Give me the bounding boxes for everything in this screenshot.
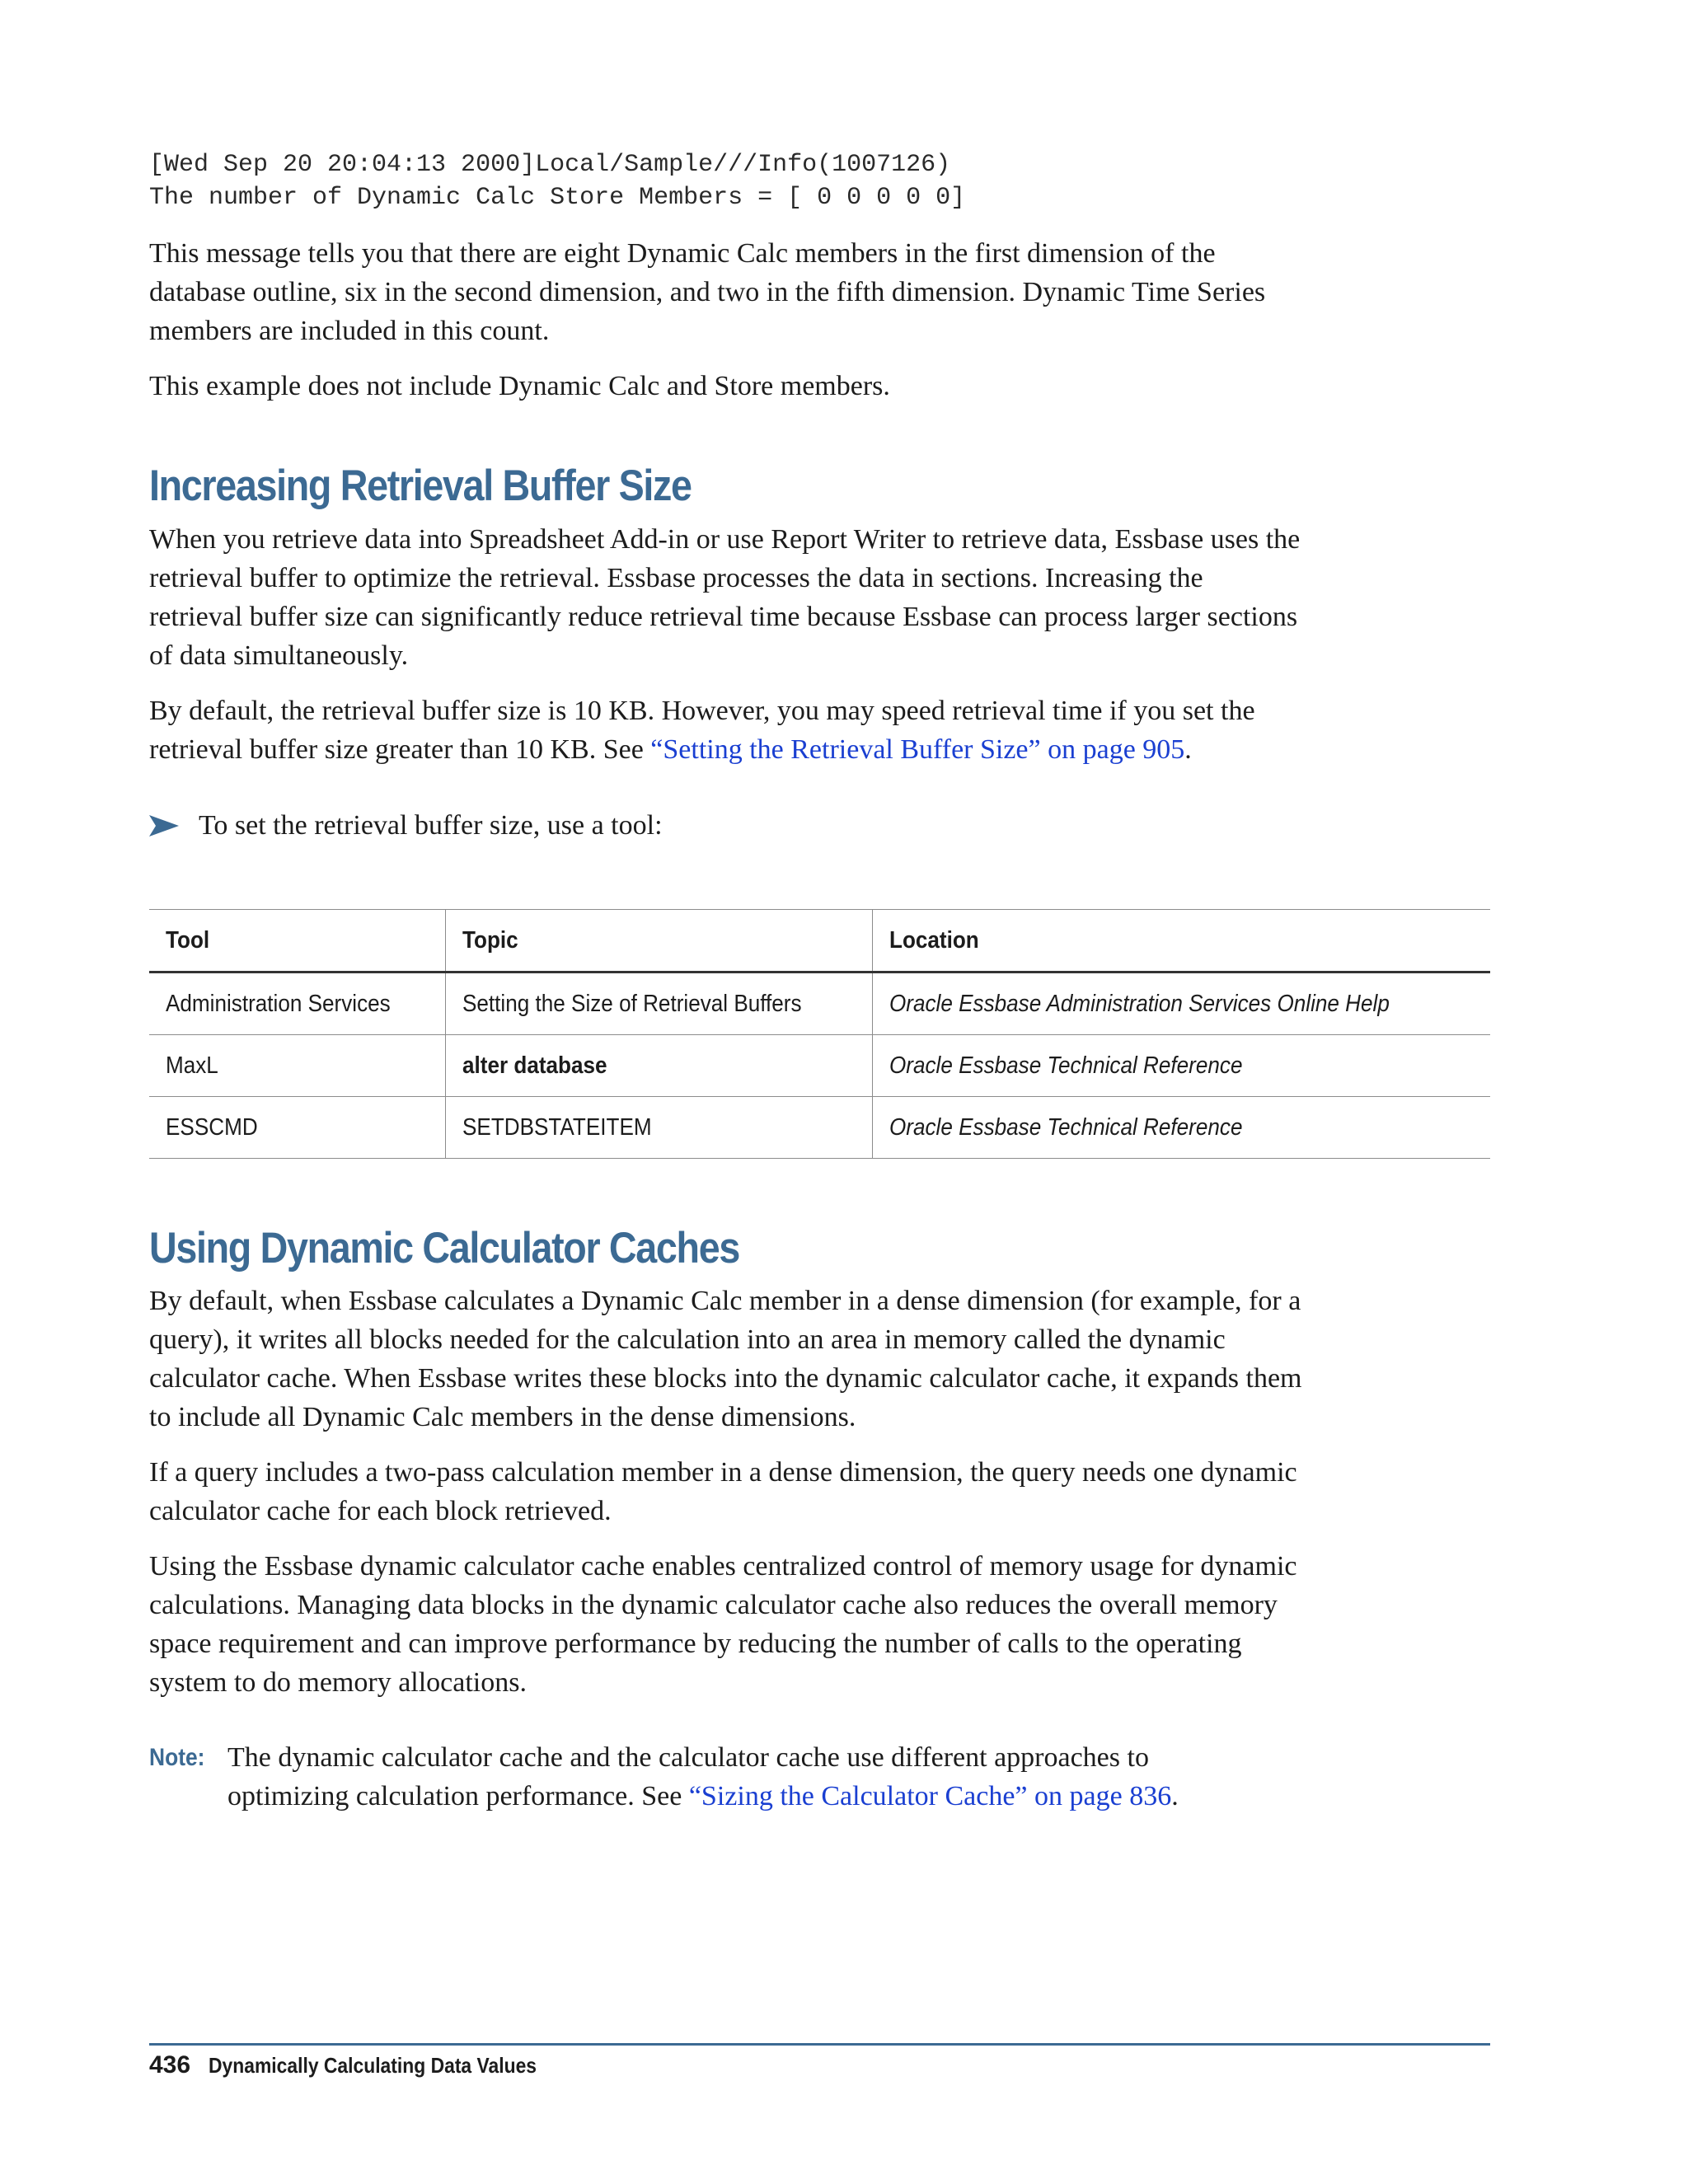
footer-divider (149, 2043, 1490, 2046)
code-line: The number of Dynamic Calc Store Members = [ 0 0 0 0 0] (149, 184, 966, 212)
topic-cell: SETDBSTATEITEM (446, 1097, 873, 1159)
body-paragraph: By default, when Essbase calculates a Dynamic Calc member in a dense dimension (for example, for a query), it writes all blocks needed for the calculation into an area in memory called the dynamic calculator cache. When Essbase writes these blocks into the dynamic calculator cache, it expands them to include all Dynamic Calc members in the dense dimensions. (149, 1286, 1302, 1432)
column-header-location: Location (873, 910, 1491, 972)
note-text-body: The dynamic calculator cache and the calculator cache use different approaches to optimizing calculation performance. See (227, 1742, 1149, 1811)
tools-table (149, 909, 1490, 1159)
note-block (149, 1738, 1303, 1816)
table-header-row (149, 910, 1490, 972)
column-header-topic: Topic (446, 910, 873, 972)
column-header-tool: Tool (149, 910, 446, 972)
table-row (149, 1097, 1490, 1159)
body-paragraph (149, 691, 1303, 769)
paragraph-text: By default, the retrieval buffer size is 10 KB. However, you may speed retrieval time if you set the retrieval buffer size greater than 10 KB. See (149, 696, 1255, 765)
body-paragraph: When you retrieve data into Spreadsheet Add-in or use Report Writer to retrieve data, Essbase uses the retrieval buffer to optimize the retrieval. Essbase processes the data in sections. Increasing the retrieval buffer size can significantly reduce retrieval time because Essbase can process larger sections of data simultaneously. (149, 524, 1301, 671)
location-cell: Oracle Essbase Administration Services Online Help (873, 972, 1491, 1035)
section-heading: Increasing Retrieval Buffer Size (149, 462, 692, 510)
chapter-title: Dynamically Calculating Data Values (209, 2053, 537, 2078)
code-line: [Wed Sep 20 20:04:13 2000]Local/Sample///Info(1007126) (149, 151, 951, 179)
arrow-right-icon (149, 813, 179, 838)
topic-cell: Setting the Size of Retrieval Buffers (446, 972, 873, 1035)
page-footer (149, 2050, 581, 2080)
tool-cell: Administration Services (149, 972, 446, 1035)
section-heading: Using Dynamic Calculator Caches (149, 1224, 739, 1272)
procedure-text: To set the retrieval buffer size, use a tool: (199, 810, 663, 841)
intro-paragraph: This example does not include Dynamic Calc and Store members. (149, 371, 890, 401)
page-content (149, 148, 1303, 845)
page-number: 436 (149, 2051, 191, 2079)
tool-cell: MaxL (149, 1035, 446, 1097)
cross-reference-link[interactable]: “Sizing the Calculator Cache” on page 836 (688, 1781, 1172, 1811)
intro-paragraph: This message tells you that there are eight Dynamic Calc members in the first dimension of the database outline, six in the second dimension, and two in the fifth dimension. Dynamic Time Series members are included in this count. (149, 238, 1266, 346)
topic-cell: alter database (446, 1035, 873, 1097)
tool-cell: ESSCMD (149, 1097, 446, 1159)
note-label: Note: (149, 1744, 205, 1771)
paragraph-text: . (1184, 734, 1192, 765)
table-row (149, 1035, 1490, 1097)
body-paragraph: If a query includes a two-pass calculation member in a dense dimension, the query needs one dynamic calculator cache for each block retrieved. (149, 1457, 1297, 1526)
body-paragraph: Using the Essbase dynamic calculator cache enables centralized control of memory usage for dynamic calculations. Managing data blocks in the dynamic calculator cache also reduces the overall memory space requirement and can improve performance by reducing the number of calls to the operating system to do memory allocations. (149, 1551, 1297, 1698)
location-cell: Oracle Essbase Technical Reference (873, 1035, 1491, 1097)
cross-reference-link[interactable]: “Setting the Retrieval Buffer Size” on page 905 (650, 734, 1185, 765)
code-block (149, 148, 1303, 214)
location-cell: Oracle Essbase Technical Reference (873, 1097, 1491, 1159)
note-text-end: . (1171, 1781, 1179, 1811)
table-row (149, 972, 1490, 1035)
note-text (227, 1738, 1258, 1816)
procedure-step (149, 806, 1303, 845)
section2-content (149, 1222, 1303, 1816)
